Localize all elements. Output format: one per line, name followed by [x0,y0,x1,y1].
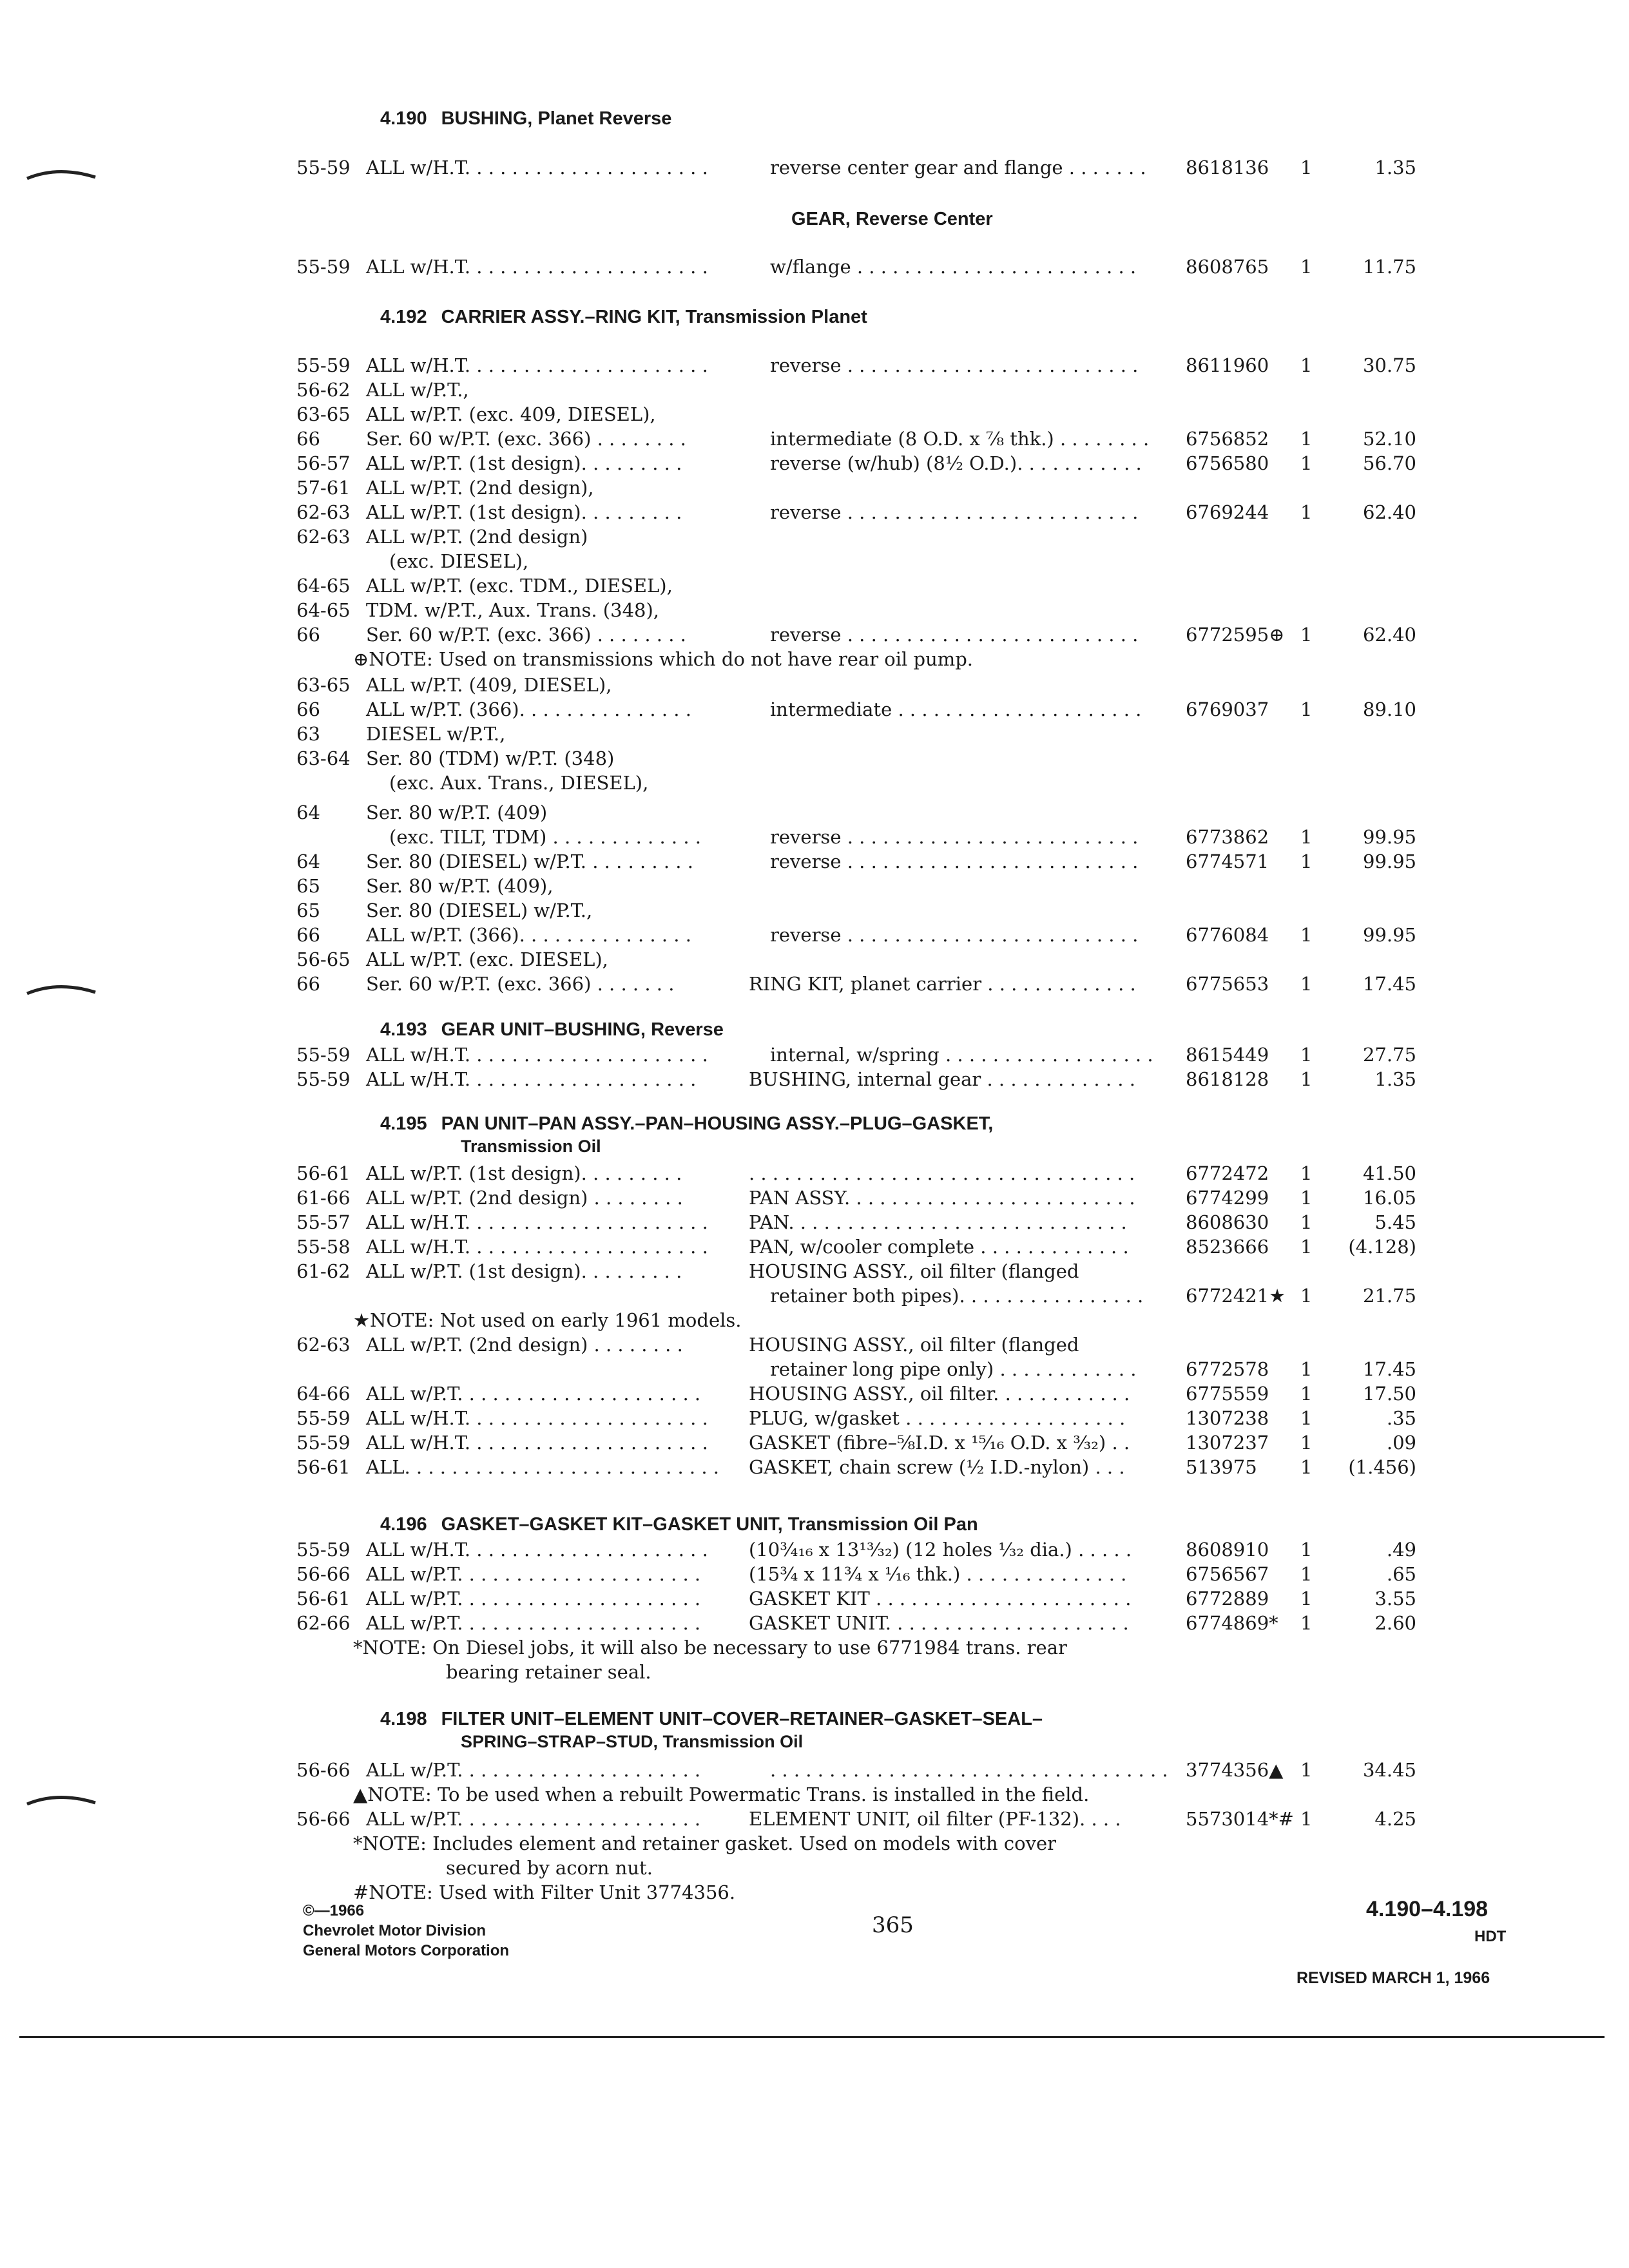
price-cell: .09 [1386,1432,1416,1454]
table-row [0,550,1629,575]
table-row [0,599,1629,624]
application-cell: ALL w/H.T. . . . . . . . . . . . . . . . . . . . . [366,1407,708,1429]
price-cell: 16.05 [1362,1187,1416,1209]
description-cell: intermediate (8 O.D. x ⅞ thk.) . . . . . . . . [770,428,1150,450]
application-cell: ALL w/P.T. (2nd design) . . . . . . . . [366,1187,683,1209]
application-cell: ALL w/H.T. . . . . . . . . . . . . . . . . . . . . [366,256,708,278]
application-cell: DIESEL w/P.T., [366,723,506,745]
quantity-cell: 1 [1300,501,1313,523]
table-row [0,826,1629,850]
application-cell: ALL w/H.T. . . . . . . . . . . . . . . . . . . . . [366,1236,708,1258]
description-cell: reverse . . . . . . . . . . . . . . . . . . . . . . . . . [770,850,1139,872]
description-cell: PAN ASSY. . . . . . . . . . . . . . . . . . . . . . . . . [749,1187,1135,1209]
quantity-cell: 1 [1300,1407,1313,1429]
table-row [0,1563,1629,1588]
table-row [0,899,1629,924]
part-number-cell: 6769037 [1186,698,1269,720]
quantity-cell: 1 [1300,924,1313,946]
description-cell: HOUSING ASSY., oil filter. . . . . . . . . . . . [749,1383,1130,1405]
section-heading-4-192: 4.192 CARRIER ASSY.–RING KIT, Transmission Planet [380,307,867,327]
description-cell: (15¾ x 11¾ x ¹⁄₁₆ thk.) . . . . . . . . . . . . . . [749,1563,1127,1585]
year-cell: 55-59 [296,354,351,376]
application-cell: ALL w/P.T. . . . . . . . . . . . . . . . . . . . . [366,1383,701,1405]
price-cell: 5.45 [1374,1211,1416,1233]
price-cell: .35 [1386,1407,1416,1429]
table-row [0,973,1629,997]
part-number-cell: 6775559 [1186,1383,1269,1405]
part-number-cell: 6756852 [1186,428,1269,450]
table-row [0,1539,1629,1563]
application-cell: ALL w/P.T. . . . . . . . . . . . . . . . . . . . . [366,1563,701,1585]
quantity-cell: 1 [1300,1044,1313,1066]
year-cell: 65 [296,875,320,897]
year-cell: 63-65 [296,674,351,696]
table-row [0,924,1629,948]
part-number-cell: 8615449 [1186,1044,1269,1066]
table-row [0,1759,1629,1783]
table-row [0,379,1629,403]
application-cell: ALL w/P.T. . . . . . . . . . . . . . . . . . . . . [366,1759,701,1781]
quantity-cell: 1 [1300,698,1313,720]
price-cell: 52.10 [1362,428,1416,450]
revision-date: REVISED MARCH 1, 1966 [1296,1969,1490,1987]
year-cell: 56-61 [296,1588,351,1610]
quantity-cell: 1 [1300,1588,1313,1610]
description-cell: reverse . . . . . . . . . . . . . . . . . . . . . . . . . [770,501,1139,523]
application-cell: ALL w/P.T., [366,379,469,401]
note-text: secured by acorn nut. [446,1857,653,1879]
part-number-cell: 6769244 [1186,501,1269,523]
description-cell: PAN, w/cooler complete . . . . . . . . . . . . . [749,1236,1129,1258]
part-number-cell: 6775653 [1186,973,1269,995]
year-cell: 56-66 [296,1808,351,1830]
note-text: ⊕NOTE: Used on transmissions which do not have rear oil pump. [353,648,974,670]
quantity-cell: 1 [1300,1759,1313,1781]
year-cell: 64-66 [296,1383,351,1405]
description-cell: GASKET (fibre–⅝I.D. x ¹⁵⁄₁₆ O.D. x ³⁄₃₂) . . [749,1432,1130,1454]
year-cell: 64 [296,850,320,872]
quantity-cell: 1 [1300,1432,1313,1454]
description-cell: reverse . . . . . . . . . . . . . . . . . . . . . . . . . [770,826,1139,848]
price-cell: 41.50 [1362,1162,1416,1184]
description-cell: internal, w/spring . . . . . . . . . . . . . . . . . . [770,1044,1153,1066]
year-cell: 56-66 [296,1759,351,1781]
part-number-cell: 6773862 [1186,826,1269,848]
table-row [0,1383,1629,1407]
application-cell: Ser. 80 (TDM) w/P.T. (348) [366,747,615,769]
quantity-cell: 1 [1300,1236,1313,1258]
description-cell: HOUSING ASSY., oil filter (flanged [749,1334,1079,1356]
year-cell: 63-64 [296,747,351,769]
application-cell: ALL w/P.T. (exc. 409, DIESEL), [366,403,656,425]
application-cell: Ser. 80 (DIESEL) w/P.T. . . . . . . . . . [366,850,693,872]
application-cell: ALL w/P.T. (1st design). . . . . . . . . [366,452,682,474]
table-row [0,501,1629,526]
application-cell: ALL w/P.T. (409, DIESEL), [366,674,612,696]
application-cell: ALL w/H.T. . . . . . . . . . . . . . . . . . . . . [366,1044,708,1066]
description-cell: reverse center gear and flange . . . . . . . [770,157,1146,178]
year-cell: 55-59 [296,1068,351,1090]
catalog-code: HDT [1474,1928,1507,1945]
quantity-cell: 1 [1300,1383,1313,1405]
table-row [0,1432,1629,1456]
quantity-cell: 1 [1300,1068,1313,1090]
table-row [0,1285,1629,1309]
application-cell: ALL w/H.T. . . . . . . . . . . . . . . . . . . . . [366,1211,708,1233]
table-row [0,526,1629,550]
price-cell: 1.35 [1374,1068,1416,1090]
section-heading-4-190: 4.190 BUSHING, Planet Reverse [380,108,672,129]
price-cell: 56.70 [1362,452,1416,474]
description-cell: reverse (w/hub) (8½ O.D.). . . . . . . . . . . [770,452,1142,474]
part-number-cell: 6776084 [1186,924,1269,946]
table-row [0,1407,1629,1432]
part-number-cell: 8611960 [1186,354,1269,376]
part-number-cell: 8618128 [1186,1068,1269,1090]
part-number-cell: 8618136 [1186,157,1269,178]
part-number-cell: 6774299 [1186,1187,1269,1209]
year-cell: 62-66 [296,1612,351,1634]
part-number-cell: 8608765 [1186,256,1269,278]
description-cell: PLUG, w/gasket . . . . . . . . . . . . . . . . . . . [749,1407,1126,1429]
table-row [0,1044,1629,1068]
application-cell: ALL w/P.T. . . . . . . . . . . . . . . . . . . . . [366,1588,701,1610]
price-cell: 62.40 [1362,624,1416,646]
table-row [0,1456,1629,1481]
application-cell: TDM. w/P.T., Aux. Trans. (348), [366,599,660,621]
price-cell: 1.35 [1374,157,1416,178]
table-row [0,802,1629,826]
table-row [0,1068,1629,1093]
year-cell: 66 [296,428,320,450]
description-cell: GASKET UNIT. . . . . . . . . . . . . . . . . . . . . [749,1612,1129,1634]
quantity-cell: 1 [1300,1187,1313,1209]
part-number-cell: 6756567 [1186,1563,1269,1585]
application-cell: ALL w/P.T. . . . . . . . . . . . . . . . . . . . . [366,1808,701,1830]
price-cell: 17.45 [1362,973,1416,995]
quantity-cell: 1 [1300,256,1313,278]
year-cell: 63-65 [296,403,351,425]
application-cell: Ser. 80 w/P.T. (409) [366,802,548,823]
quantity-cell: 1 [1300,157,1313,178]
application-cell: ALL w/P.T. (exc. DIESEL), [366,948,608,970]
quantity-cell: 1 [1300,1456,1313,1478]
table-row [0,1334,1629,1358]
year-cell: 55-59 [296,157,351,178]
application-cell: ALL w/P.T. (1st design). . . . . . . . . [366,501,682,523]
table-row [0,403,1629,428]
table-row [0,428,1629,452]
table-row [0,1187,1629,1211]
price-cell: 17.45 [1362,1358,1416,1380]
note-text: ▲NOTE: To be used when a rebuilt Powermatic Trans. is installed in the field. [353,1783,1090,1805]
application-cell: ALL w/H.T. . . . . . . . . . . . . . . . . . . . . [366,1539,708,1561]
year-cell: 56-62 [296,379,351,401]
punch-mark-bottom [26,1790,97,1809]
part-number-cell: 6772595⊕ [1186,624,1285,646]
year-cell: 56-65 [296,948,351,970]
part-number-cell: 6774869* [1186,1612,1278,1634]
note-text: *NOTE: Includes element and retainer gasket. Used on models with cover [353,1832,1057,1854]
description-cell: reverse . . . . . . . . . . . . . . . . . . . . . . . . . [770,354,1139,376]
description-cell: PAN. . . . . . . . . . . . . . . . . . . . . . . . . . . . . [749,1211,1127,1233]
section-heading-4-196: 4.196 GASKET–GASKET KIT–GASKET UNIT, Transmission Oil Pan [380,1514,978,1535]
table-row [0,1588,1629,1612]
table-row [0,850,1629,875]
section-heading-4-195: 4.195 PAN UNIT–PAN ASSY.–PAN–HOUSING ASSY.–PLUG–GASKET, [380,1113,994,1134]
application-cell: ALL w/P.T. (1st design). . . . . . . . . [366,1162,682,1184]
application-cell: ALL w/P.T. (366). . . . . . . . . . . . . . . [366,924,691,946]
quantity-cell: 1 [1300,973,1313,995]
application-cell: ALL w/P.T. (366). . . . . . . . . . . . . . . [366,698,691,720]
application-cell: (exc. Aux. Trans., DIESEL), [389,772,649,794]
section-heading-gear: GEAR, Reverse Center [791,209,993,229]
section-subheading-4-195: Transmission Oil [461,1137,601,1156]
table-row [0,1612,1629,1637]
part-number-cell: 6772578 [1186,1358,1269,1380]
page-number: 365 [872,1912,914,1938]
description-cell: reverse . . . . . . . . . . . . . . . . . . . . . . . . . [770,924,1139,946]
table-row [0,1808,1629,1832]
application-cell: Ser. 60 w/P.T. (exc. 366) . . . . . . . [366,973,675,995]
year-cell: 64 [296,802,320,823]
application-cell: Ser. 60 w/P.T. (exc. 366) . . . . . . . . [366,624,686,646]
table-row [0,477,1629,501]
price-cell: 17.50 [1362,1383,1416,1405]
table-row [0,1162,1629,1187]
quantity-cell: 1 [1300,1539,1313,1561]
division-name: Chevrolet Motor Division [303,1922,487,1939]
price-cell: .49 [1386,1539,1416,1561]
year-cell: 61-66 [296,1187,351,1209]
table-row [0,772,1629,796]
price-cell: 30.75 [1362,354,1416,376]
year-cell: 66 [296,624,320,646]
quantity-cell: 1 [1300,452,1313,474]
year-cell: 66 [296,924,320,946]
application-cell: Ser. 80 (DIESEL) w/P.T., [366,899,593,921]
note-text: *NOTE: On Diesel jobs, it will also be necessary to use 6771984 trans. rear [353,1637,1067,1658]
part-number-cell: 6774571 [1186,850,1269,872]
table-row [0,948,1629,973]
year-cell: 62-63 [296,501,351,523]
quantity-cell: 1 [1300,624,1313,646]
table-row [0,575,1629,599]
price-cell: 99.95 [1362,850,1416,872]
price-cell: (1.456) [1348,1456,1416,1478]
year-cell: 64-65 [296,599,351,621]
table-row [0,1260,1629,1285]
quantity-cell: 1 [1300,1612,1313,1634]
bottom-divider [19,2036,1605,2038]
description-cell: retainer long pipe only) . . . . . . . . . . . . [770,1358,1137,1380]
year-cell: 56-61 [296,1162,351,1184]
part-number-cell: 6772472 [1186,1162,1269,1184]
application-cell: ALL w/H.T. . . . . . . . . . . . . . . . . . . . . [366,354,708,376]
year-cell: 55-58 [296,1236,351,1258]
table-row [0,452,1629,477]
year-cell: 55-59 [296,256,351,278]
price-cell: 99.95 [1362,924,1416,946]
quantity-cell: 1 [1300,1808,1313,1830]
description-cell: retainer both pipes). . . . . . . . . . . . . . . . [770,1285,1144,1307]
table-row [0,674,1629,698]
note-text: bearing retainer seal. [446,1661,651,1683]
quantity-cell: 1 [1300,826,1313,848]
description-cell: . . . . . . . . . . . . . . . . . . . . . . . . . . . . . . . . . . [770,1759,1168,1781]
application-cell: ALL w/H.T. . . . . . . . . . . . . . . . . . . . [366,1068,697,1090]
year-cell: 55-59 [296,1407,351,1429]
description-cell: HOUSING ASSY., oil filter (flanged [749,1260,1079,1282]
table-row [0,747,1629,772]
copyright: ©—1966 [303,1902,365,1919]
publisher-block [303,1901,509,1961]
part-number-cell: 6772421★ [1186,1285,1286,1307]
part-number-cell: 3774356▲ [1186,1759,1284,1781]
price-cell: .65 [1386,1563,1416,1585]
table-row [0,698,1629,723]
section-subheading-4-198: SPRING–STRAP–STUD, Transmission Oil [461,1732,804,1751]
description-cell: GASKET KIT . . . . . . . . . . . . . . . . . . . . . . [749,1588,1132,1610]
quantity-cell: 1 [1300,354,1313,376]
note-text: #NOTE: Used with Filter Unit 3774356. [353,1881,736,1903]
description-cell: intermediate . . . . . . . . . . . . . . . . . . . . . [770,698,1142,720]
price-cell: 99.95 [1362,826,1416,848]
application-cell: (exc. TILT, TDM) . . . . . . . . . . . . . [389,826,701,848]
price-cell: (4.128) [1348,1236,1416,1258]
price-cell: 4.25 [1374,1808,1416,1830]
application-cell: ALL w/P.T. (exc. TDM., DIESEL), [366,575,673,597]
application-cell: ALL w/P.T. (2nd design) . . . . . . . . [366,1334,683,1356]
year-cell: 55-59 [296,1044,351,1066]
part-number-cell: 1307238 [1186,1407,1269,1429]
table-row [0,1236,1629,1260]
part-number-cell: 5573014*# [1186,1808,1294,1830]
section-heading-4-193: 4.193 GEAR UNIT–BUSHING, Reverse [380,1019,724,1040]
price-cell: 21.75 [1362,1285,1416,1307]
description-cell: GASKET, chain screw (½ I.D.-nylon) . . . [749,1456,1125,1478]
application-cell: Ser. 80 w/P.T. (409), [366,875,554,897]
price-cell: 2.60 [1374,1612,1416,1634]
table-row [0,157,1629,181]
year-cell: 55-57 [296,1211,351,1233]
part-number-cell: 6772889 [1186,1588,1269,1610]
description-cell: (10¾₁₆ x 13¹³⁄₃₂) (12 holes ¹⁄₃₂ dia.) . . . . . [749,1539,1132,1561]
part-number-cell: 6756580 [1186,452,1269,474]
description-cell: BUSHING, internal gear . . . . . . . . . . . . . [749,1068,1135,1090]
section-heading-4-198: 4.198 FILTER UNIT–ELEMENT UNIT–COVER–RETAINER–GASKET–SEAL– [380,1709,1043,1729]
year-cell: 55-59 [296,1539,351,1561]
section-range: 4.190–4.198 [1366,1897,1489,1921]
description-cell: reverse . . . . . . . . . . . . . . . . . . . . . . . . . [770,624,1139,646]
quantity-cell: 1 [1300,850,1313,872]
application-cell: ALL w/H.T. . . . . . . . . . . . . . . . . . . . . [366,157,708,178]
corporation-name: General Motors Corporation [303,1942,510,1959]
quantity-cell: 1 [1300,428,1313,450]
application-cell: ALL w/P.T. (1st design). . . . . . . . . [366,1260,682,1282]
quantity-cell: 1 [1300,1358,1313,1380]
part-number-cell: 8608910 [1186,1539,1269,1561]
application-cell: Ser. 60 w/P.T. (exc. 366) . . . . . . . . [366,428,686,450]
quantity-cell: 1 [1300,1162,1313,1184]
application-cell: ALL w/P.T. (2nd design), [366,477,594,499]
price-cell: 11.75 [1362,256,1416,278]
quantity-cell: 1 [1300,1563,1313,1585]
table-row [0,624,1629,648]
table-row [0,256,1629,280]
year-cell: 63 [296,723,320,745]
table-row [0,1211,1629,1236]
table-row [0,354,1629,379]
year-cell: 55-59 [296,1432,351,1454]
description-cell: RING KIT, planet carrier . . . . . . . . . . . . . [749,973,1136,995]
description-cell: ELEMENT UNIT, oil filter (PF-132). . . . [749,1808,1121,1830]
price-cell: 3.55 [1374,1588,1416,1610]
quantity-cell: 1 [1300,1285,1313,1307]
year-cell: 64-65 [296,575,351,597]
price-cell: 27.75 [1362,1044,1416,1066]
part-number-cell: 8523666 [1186,1236,1269,1258]
application-cell: ALL. . . . . . . . . . . . . . . . . . . . . . . . . . . [366,1456,720,1478]
application-cell: ALL w/H.T. . . . . . . . . . . . . . . . . . . . . [366,1432,708,1454]
year-cell: 66 [296,973,320,995]
year-cell: 65 [296,899,320,921]
part-number-cell: 1307237 [1186,1432,1269,1454]
table-row [0,723,1629,747]
year-cell: 56-66 [296,1563,351,1585]
year-cell: 66 [296,698,320,720]
price-cell: 89.10 [1362,698,1416,720]
year-cell: 62-63 [296,526,351,548]
part-number-cell: 513975 [1186,1456,1257,1478]
description-cell: . . . . . . . . . . . . . . . . . . . . . . . . . . . . . . . . . [749,1162,1135,1184]
application-cell: (exc. DIESEL), [389,550,529,572]
year-cell: 61-62 [296,1260,351,1282]
year-cell: 56-61 [296,1456,351,1478]
part-number-cell: 8608630 [1186,1211,1269,1233]
application-cell: ALL w/P.T. (2nd design) [366,526,588,548]
application-cell: ALL w/P.T. . . . . . . . . . . . . . . . . . . . . [366,1612,701,1634]
table-row [0,1358,1629,1383]
year-cell: 56-57 [296,452,351,474]
price-cell: 34.45 [1362,1759,1416,1781]
year-cell: 62-63 [296,1334,351,1356]
price-cell: 62.40 [1362,501,1416,523]
table-row [0,875,1629,899]
note-text: ★NOTE: Not used on early 1961 models. [353,1309,742,1331]
quantity-cell: 1 [1300,1211,1313,1233]
year-cell: 57-61 [296,477,351,499]
description-cell: w/flange . . . . . . . . . . . . . . . . . . . . . . . . [770,256,1137,278]
